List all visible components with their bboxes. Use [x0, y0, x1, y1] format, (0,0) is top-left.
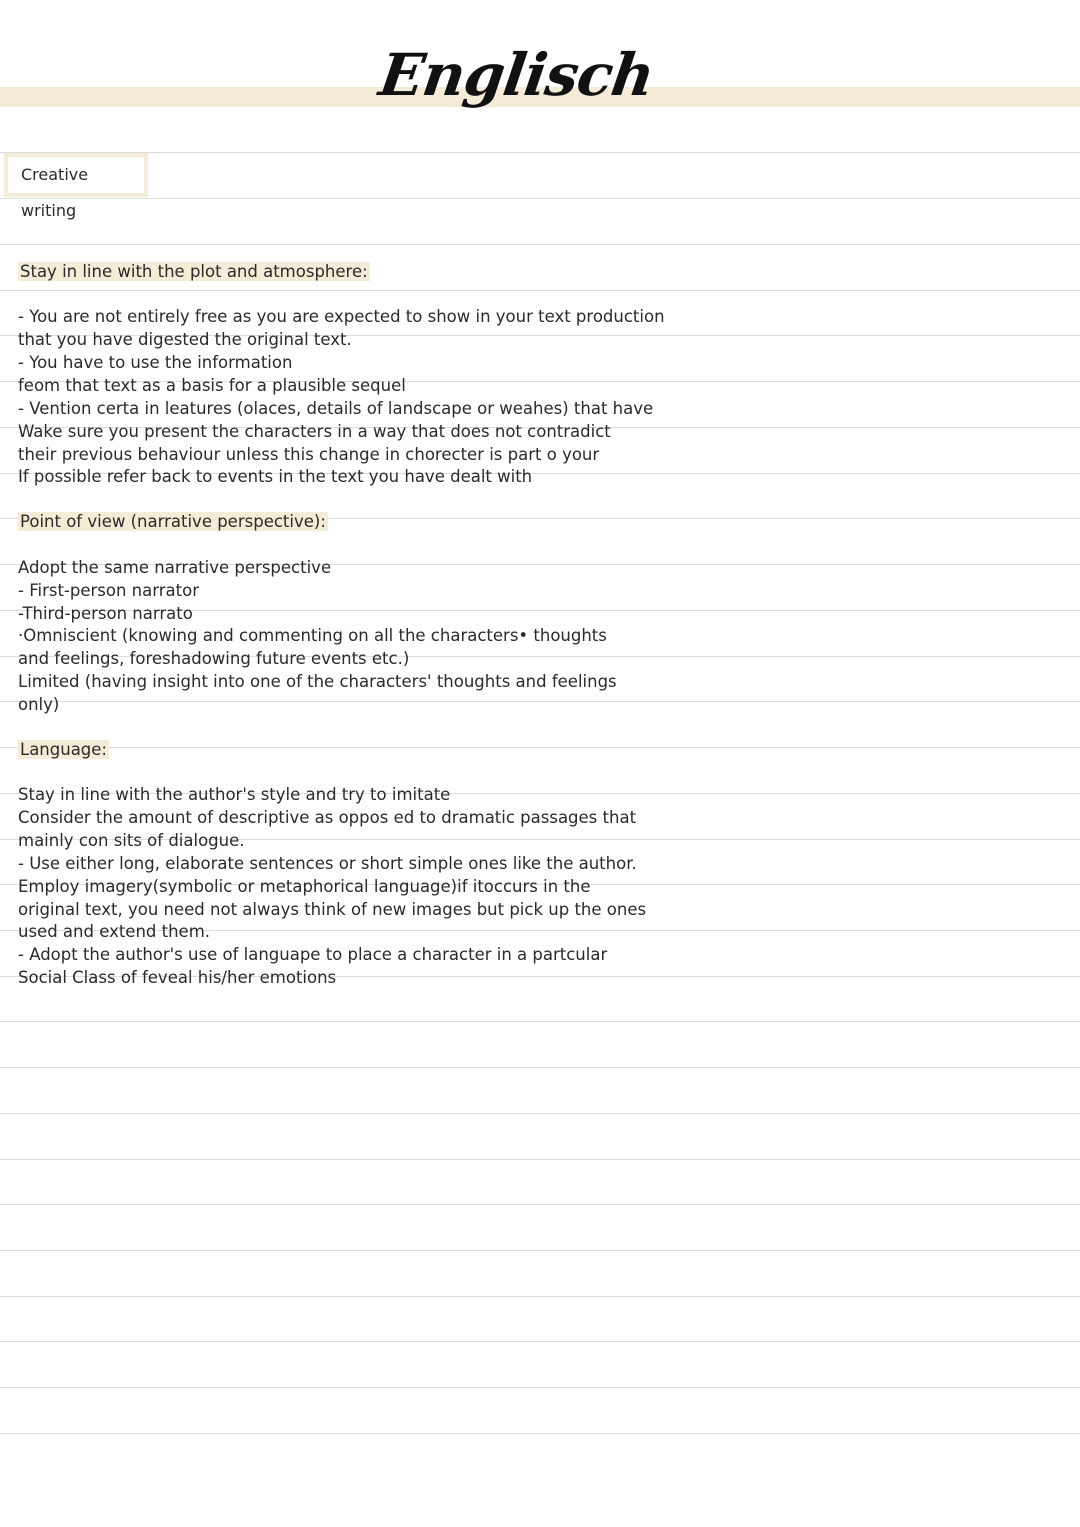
text-line: that you have digested the original text.	[18, 330, 352, 349]
section-heading-plot	[18, 261, 370, 283]
text-line: - Use either long, elaborate sentences or short simple ones like the author.	[18, 854, 637, 873]
text-line: Limited (having insight into one of the characters' thoughts and feelings	[18, 672, 617, 691]
text-line: - Adopt the author's use of languape to place a character in a partcular	[18, 945, 608, 964]
ruled-line	[0, 198, 1080, 199]
ruled-line	[0, 1433, 1080, 1434]
ruled-line	[0, 244, 1080, 245]
text-line: feom that text as a basis for a plausible sequel	[18, 376, 406, 395]
text-line: Employ imagery(symbolic or metaphorical language)if itoccurs in the	[18, 877, 591, 896]
ruled-line	[0, 1159, 1080, 1160]
ruled-line	[0, 1113, 1080, 1114]
heading-highlight: Point of view (narrative perspective):	[20, 512, 326, 531]
text-line: mainly con sits of dialogue.	[18, 831, 245, 850]
ruled-line	[0, 747, 1080, 748]
page-title: Englisch	[375, 41, 658, 109]
text-line: Social Class of feveal his/her emotions	[18, 968, 337, 987]
text-line: only)	[18, 695, 60, 714]
text-line: and feelings, foreshadowing future events etc.)	[18, 649, 410, 668]
section-heading-language	[18, 739, 109, 761]
text-line: Consider the amount of descriptive as oppos ed to dramatic passages that	[18, 808, 637, 827]
text-line: ·Omniscient (knowing and commenting on all the characters• thoughts	[18, 626, 607, 645]
ruled-line	[0, 1204, 1080, 1205]
ruled-line	[0, 1250, 1080, 1251]
text-line: Adopt the same narrative perspective	[18, 558, 332, 577]
ruled-line	[0, 1021, 1080, 1022]
ruled-line	[0, 1296, 1080, 1297]
section-heading-pov	[18, 511, 328, 533]
ruled-line	[0, 152, 1080, 153]
text-line: their previous behaviour unless this change in chorecter is part o your	[18, 445, 600, 464]
text-line: - Vention certa in leatures (olaces, details of landscape or weahes) that have	[18, 399, 654, 418]
ruled-line	[0, 701, 1080, 702]
text-line: If possible refer back to events in the text you have dealt with	[18, 467, 533, 486]
ruled-line	[0, 1387, 1080, 1388]
text-line: - You are not entirely free as you are expected to show in your text production	[18, 307, 665, 326]
ruled-line	[0, 1067, 1080, 1068]
heading-highlight: Stay in line with the plot and atmosphere:	[20, 262, 368, 281]
topic-tab	[4, 153, 148, 220]
text-line: Stay in line with the author's style and try to imitate	[18, 785, 451, 804]
text-line: -Third-person narrato	[18, 604, 193, 623]
text-line: Wake sure you present the characters in a way that does not contradict	[18, 422, 611, 441]
text-line: used and extend them.	[18, 922, 211, 941]
text-line: - You have to use the information	[18, 353, 293, 372]
text-line: - First-person narrator	[18, 581, 199, 600]
text-line: original text, you need not always think of new images but pick up the ones	[18, 900, 647, 919]
topic-tab-label: Creative writing	[8, 157, 144, 193]
ruled-line	[0, 290, 1080, 291]
ruled-line	[0, 1341, 1080, 1342]
heading-highlight: Language:	[20, 740, 107, 759]
